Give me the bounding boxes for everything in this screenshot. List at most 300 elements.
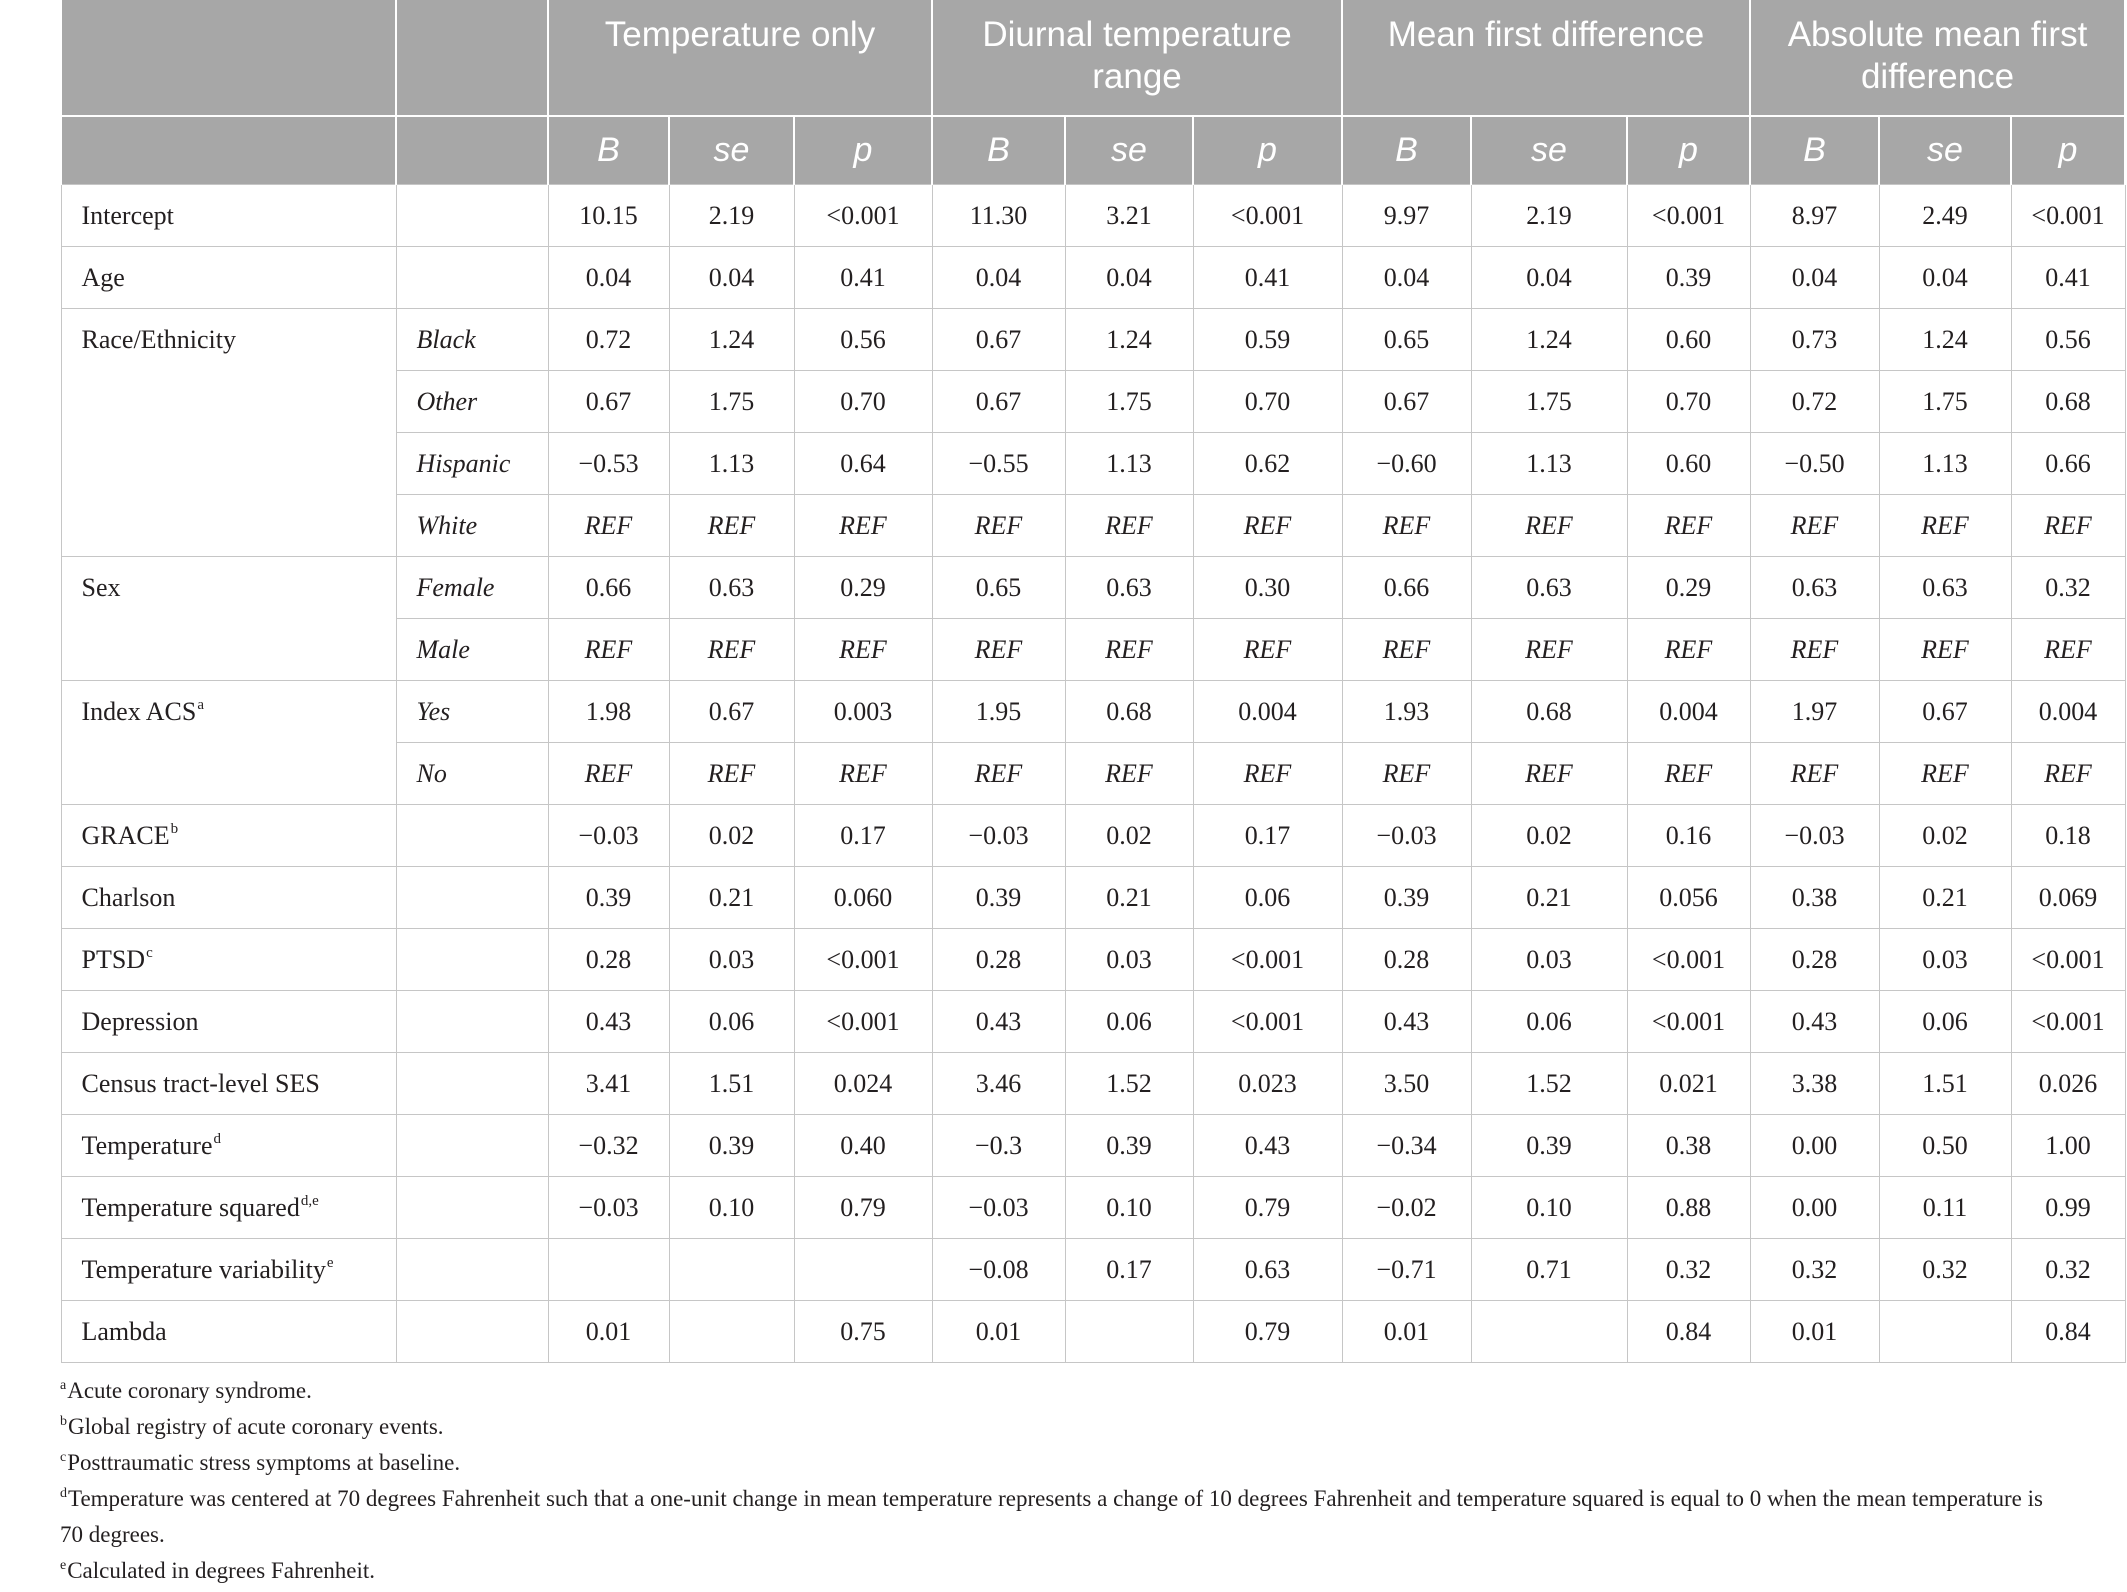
cell-temperature-only-b: 10.15 bbox=[548, 184, 669, 246]
cell-diurnal-range-p: <0.001 bbox=[1193, 990, 1342, 1052]
cell-absolute-mean-first-difference-b: 0.01 bbox=[1750, 1300, 1879, 1362]
cell-diurnal-range-b: 1.95 bbox=[932, 680, 1065, 742]
cell-absolute-mean-first-difference-p: 0.66 bbox=[2011, 432, 2125, 494]
cell-mean-first-difference-se: 2.19 bbox=[1471, 184, 1627, 246]
cell-temperature-only-se: 1.51 bbox=[669, 1052, 794, 1114]
cell-temperature-only-se: 0.67 bbox=[669, 680, 794, 742]
row-label bbox=[61, 556, 396, 680]
row-label-text: Census tract-level SES bbox=[81, 1068, 320, 1098]
cell-temperature-only-b bbox=[548, 1238, 669, 1300]
cell-diurnal-range-p: 0.43 bbox=[1193, 1114, 1342, 1176]
cell-temperature-only-p: 0.75 bbox=[794, 1300, 932, 1362]
row-label bbox=[61, 308, 396, 556]
cell-diurnal-range-se: 0.03 bbox=[1065, 928, 1193, 990]
regression-table bbox=[60, 0, 2126, 1363]
cell-absolute-mean-first-difference-se: 1.13 bbox=[1879, 432, 2011, 494]
row-label-text: Charlson bbox=[81, 882, 176, 912]
cell-absolute-mean-first-difference-p: 0.99 bbox=[2011, 1176, 2125, 1238]
cell-mean-first-difference-b: 0.43 bbox=[1342, 990, 1471, 1052]
cell-absolute-mean-first-difference-p: 0.026 bbox=[2011, 1052, 2125, 1114]
cell-temperature-only-p: REF bbox=[794, 618, 932, 680]
cell-temperature-only-se: 0.04 bbox=[669, 246, 794, 308]
cell-absolute-mean-first-difference-p: <0.001 bbox=[2011, 990, 2125, 1052]
footnote-mark: d bbox=[60, 1486, 67, 1501]
cell-temperature-only-p: 0.56 bbox=[794, 308, 932, 370]
header-absolute-mean-first-difference: Absolute mean first difference bbox=[1750, 0, 2125, 116]
cell-mean-first-difference-se: 1.13 bbox=[1471, 432, 1627, 494]
cell-mean-first-difference-se: 0.06 bbox=[1471, 990, 1627, 1052]
table-row bbox=[61, 308, 2125, 370]
footnote-reference: e bbox=[326, 1254, 334, 1271]
cell-absolute-mean-first-difference-se: 1.51 bbox=[1879, 1052, 2011, 1114]
cell-diurnal-range-p: <0.001 bbox=[1193, 184, 1342, 246]
cell-mean-first-difference-p: REF bbox=[1627, 494, 1750, 556]
table-row bbox=[61, 804, 2125, 866]
header-empty-label bbox=[61, 0, 396, 116]
cell-diurnal-range-b: 0.43 bbox=[932, 990, 1065, 1052]
cell-mean-first-difference-p: 0.70 bbox=[1627, 370, 1750, 432]
cell-absolute-mean-first-difference-p: 0.32 bbox=[2011, 556, 2125, 618]
cell-diurnal-range-se: 0.10 bbox=[1065, 1176, 1193, 1238]
cell-temperature-only-b: −0.03 bbox=[548, 804, 669, 866]
cell-diurnal-range-se bbox=[1065, 1300, 1193, 1362]
row-label bbox=[61, 1238, 396, 1300]
cell-absolute-mean-first-difference-se: REF bbox=[1879, 618, 2011, 680]
table-footnotes bbox=[60, 1373, 2060, 1589]
table-row bbox=[61, 1114, 2125, 1176]
cell-absolute-mean-first-difference-b: 0.72 bbox=[1750, 370, 1879, 432]
cell-diurnal-range-se: REF bbox=[1065, 742, 1193, 804]
table-row bbox=[61, 1052, 2125, 1114]
table-row bbox=[61, 246, 2125, 308]
header-mean-first-difference: Mean first difference bbox=[1342, 0, 1750, 116]
cell-temperature-only-se: REF bbox=[669, 742, 794, 804]
cell-absolute-mean-first-difference-b: −0.03 bbox=[1750, 804, 1879, 866]
cell-mean-first-difference-b: REF bbox=[1342, 742, 1471, 804]
footnote-text: Calculated in degrees Fahrenheit. bbox=[67, 1558, 376, 1583]
cell-diurnal-range-se: 1.24 bbox=[1065, 308, 1193, 370]
cell-diurnal-range-b: 3.46 bbox=[932, 1052, 1065, 1114]
footnote-reference: a bbox=[197, 696, 205, 713]
cell-absolute-mean-first-difference-b: REF bbox=[1750, 742, 1879, 804]
column-header-se: se bbox=[1879, 116, 2011, 184]
footnote-reference: d bbox=[213, 1130, 221, 1147]
row-sublabel bbox=[396, 1114, 548, 1176]
cell-mean-first-difference-se: 0.71 bbox=[1471, 1238, 1627, 1300]
row-sublabel bbox=[396, 804, 548, 866]
cell-mean-first-difference-p: 0.39 bbox=[1627, 246, 1750, 308]
row-sublabel bbox=[396, 184, 548, 246]
cell-temperature-only-se: 1.13 bbox=[669, 432, 794, 494]
cell-temperature-only-p: <0.001 bbox=[794, 928, 932, 990]
cell-diurnal-range-b: −0.03 bbox=[932, 1176, 1065, 1238]
column-header-se: se bbox=[1471, 116, 1627, 184]
cell-temperature-only-b: 0.28 bbox=[548, 928, 669, 990]
row-sublabel: Male bbox=[396, 618, 548, 680]
cell-diurnal-range-se: 1.13 bbox=[1065, 432, 1193, 494]
cell-absolute-mean-first-difference-b: 0.32 bbox=[1750, 1238, 1879, 1300]
cell-diurnal-range-b: 0.39 bbox=[932, 866, 1065, 928]
cell-mean-first-difference-p: <0.001 bbox=[1627, 990, 1750, 1052]
row-label-text: Temperature bbox=[81, 1130, 213, 1160]
row-sublabel: Black bbox=[396, 308, 548, 370]
cell-diurnal-range-p: 0.79 bbox=[1193, 1176, 1342, 1238]
cell-diurnal-range-p: 0.79 bbox=[1193, 1300, 1342, 1362]
row-label bbox=[61, 246, 396, 308]
cell-diurnal-range-p: REF bbox=[1193, 618, 1342, 680]
cell-mean-first-difference-p: 0.16 bbox=[1627, 804, 1750, 866]
cell-mean-first-difference-b: REF bbox=[1342, 494, 1471, 556]
cell-absolute-mean-first-difference-se: 0.50 bbox=[1879, 1114, 2011, 1176]
row-label-text: Index ACS bbox=[81, 696, 197, 726]
cell-mean-first-difference-b: 0.28 bbox=[1342, 928, 1471, 990]
row-sublabel bbox=[396, 1052, 548, 1114]
cell-mean-first-difference-se: 0.39 bbox=[1471, 1114, 1627, 1176]
row-label-text: GRACE bbox=[81, 820, 170, 850]
cell-absolute-mean-first-difference-se: 0.04 bbox=[1879, 246, 2011, 308]
cell-temperature-only-b: 0.01 bbox=[548, 1300, 669, 1362]
cell-diurnal-range-se: 0.21 bbox=[1065, 866, 1193, 928]
cell-diurnal-range-b: 11.30 bbox=[932, 184, 1065, 246]
cell-temperature-only-se: 0.21 bbox=[669, 866, 794, 928]
cell-diurnal-range-se: 0.17 bbox=[1065, 1238, 1193, 1300]
cell-temperature-only-se: 2.19 bbox=[669, 184, 794, 246]
cell-absolute-mean-first-difference-b: 0.43 bbox=[1750, 990, 1879, 1052]
row-label bbox=[61, 990, 396, 1052]
footnote-mark: e bbox=[60, 1558, 67, 1573]
column-header-se: se bbox=[669, 116, 794, 184]
cell-temperature-only-se: 0.39 bbox=[669, 1114, 794, 1176]
row-label bbox=[61, 680, 396, 804]
cell-absolute-mean-first-difference-b: 0.28 bbox=[1750, 928, 1879, 990]
row-label-text: Depression bbox=[81, 1006, 199, 1036]
cell-mean-first-difference-se: 0.10 bbox=[1471, 1176, 1627, 1238]
row-label bbox=[61, 866, 396, 928]
cell-mean-first-difference-b: 0.04 bbox=[1342, 246, 1471, 308]
cell-temperature-only-b: REF bbox=[548, 618, 669, 680]
cell-mean-first-difference-se: 0.63 bbox=[1471, 556, 1627, 618]
column-header-p: p bbox=[794, 116, 932, 184]
row-sublabel: Hispanic bbox=[396, 432, 548, 494]
cell-diurnal-range-se: 1.52 bbox=[1065, 1052, 1193, 1114]
cell-absolute-mean-first-difference-b: REF bbox=[1750, 494, 1879, 556]
cell-temperature-only-b: 3.41 bbox=[548, 1052, 669, 1114]
cell-absolute-mean-first-difference-p: 0.004 bbox=[2011, 680, 2125, 742]
cell-diurnal-range-b: 0.04 bbox=[932, 246, 1065, 308]
cell-temperature-only-se: 0.10 bbox=[669, 1176, 794, 1238]
table-row bbox=[61, 1300, 2125, 1362]
row-sublabel bbox=[396, 866, 548, 928]
row-label-text: Temperature squared bbox=[81, 1192, 300, 1222]
cell-temperature-only-b: 0.39 bbox=[548, 866, 669, 928]
cell-absolute-mean-first-difference-b: 0.00 bbox=[1750, 1114, 1879, 1176]
cell-temperature-only-b: 0.72 bbox=[548, 308, 669, 370]
cell-mean-first-difference-se: REF bbox=[1471, 742, 1627, 804]
cell-temperature-only-p: 0.17 bbox=[794, 804, 932, 866]
cell-absolute-mean-first-difference-se: 0.32 bbox=[1879, 1238, 2011, 1300]
cell-mean-first-difference-b: −0.03 bbox=[1342, 804, 1471, 866]
row-label-text: Sex bbox=[81, 572, 121, 602]
cell-temperature-only-se: 0.06 bbox=[669, 990, 794, 1052]
cell-absolute-mean-first-difference-b: 0.38 bbox=[1750, 866, 1879, 928]
cell-absolute-mean-first-difference-se: REF bbox=[1879, 742, 2011, 804]
cell-temperature-only-p: 0.41 bbox=[794, 246, 932, 308]
cell-absolute-mean-first-difference-b: 0.04 bbox=[1750, 246, 1879, 308]
table-row bbox=[61, 928, 2125, 990]
cell-diurnal-range-b: 0.01 bbox=[932, 1300, 1065, 1362]
cell-diurnal-range-b: −0.03 bbox=[932, 804, 1065, 866]
row-label bbox=[61, 1114, 396, 1176]
cell-temperature-only-se: 1.24 bbox=[669, 308, 794, 370]
footnote-text: Global registry of acute coronary events. bbox=[68, 1414, 444, 1439]
row-label-text: Temperature variability bbox=[81, 1254, 326, 1284]
footnote-text: Acute coronary syndrome. bbox=[67, 1378, 312, 1403]
regression-table-container bbox=[60, 0, 2124, 1363]
cell-mean-first-difference-p: 0.60 bbox=[1627, 308, 1750, 370]
cell-mean-first-difference-se: 0.03 bbox=[1471, 928, 1627, 990]
cell-diurnal-range-p: 0.59 bbox=[1193, 308, 1342, 370]
cell-diurnal-range-p: 0.004 bbox=[1193, 680, 1342, 742]
row-label bbox=[61, 804, 396, 866]
table-row bbox=[61, 184, 2125, 246]
table-row bbox=[61, 1238, 2125, 1300]
table-row bbox=[61, 1176, 2125, 1238]
cell-absolute-mean-first-difference-b: 0.00 bbox=[1750, 1176, 1879, 1238]
row-label-text: Intercept bbox=[81, 200, 174, 230]
column-header-b: B bbox=[548, 116, 669, 184]
header-row-stats bbox=[61, 116, 2125, 184]
cell-temperature-only-p: <0.001 bbox=[794, 990, 932, 1052]
cell-diurnal-range-b: −0.55 bbox=[932, 432, 1065, 494]
cell-diurnal-range-p: 0.023 bbox=[1193, 1052, 1342, 1114]
footnote-e bbox=[60, 1553, 2060, 1589]
cell-temperature-only-p: REF bbox=[794, 742, 932, 804]
cell-diurnal-range-se: 1.75 bbox=[1065, 370, 1193, 432]
cell-mean-first-difference-p: <0.001 bbox=[1627, 184, 1750, 246]
header-diurnal-temperature-range: Diurnal temperature range bbox=[932, 0, 1342, 116]
cell-mean-first-difference-p: REF bbox=[1627, 618, 1750, 680]
footnote-mark: c bbox=[60, 1450, 67, 1465]
column-header-p: p bbox=[1627, 116, 1750, 184]
cell-mean-first-difference-b: 0.65 bbox=[1342, 308, 1471, 370]
cell-temperature-only-se: REF bbox=[669, 618, 794, 680]
row-sublabel bbox=[396, 246, 548, 308]
cell-temperature-only-p: 0.29 bbox=[794, 556, 932, 618]
cell-absolute-mean-first-difference-se: 0.11 bbox=[1879, 1176, 2011, 1238]
cell-absolute-mean-first-difference-p: REF bbox=[2011, 494, 2125, 556]
cell-diurnal-range-b: REF bbox=[932, 494, 1065, 556]
cell-mean-first-difference-b: 9.97 bbox=[1342, 184, 1471, 246]
cell-absolute-mean-first-difference-se: 1.75 bbox=[1879, 370, 2011, 432]
cell-temperature-only-b: −0.53 bbox=[548, 432, 669, 494]
row-label bbox=[61, 928, 396, 990]
cell-mean-first-difference-b: 0.01 bbox=[1342, 1300, 1471, 1362]
cell-diurnal-range-p: 0.41 bbox=[1193, 246, 1342, 308]
cell-temperature-only-p: 0.79 bbox=[794, 1176, 932, 1238]
cell-mean-first-difference-p: 0.60 bbox=[1627, 432, 1750, 494]
cell-absolute-mean-first-difference-se: 0.63 bbox=[1879, 556, 2011, 618]
cell-temperature-only-p: 0.40 bbox=[794, 1114, 932, 1176]
cell-diurnal-range-b: REF bbox=[932, 742, 1065, 804]
cell-mean-first-difference-p: 0.38 bbox=[1627, 1114, 1750, 1176]
cell-diurnal-range-p: REF bbox=[1193, 742, 1342, 804]
row-sublabel bbox=[396, 928, 548, 990]
cell-mean-first-difference-se: 1.52 bbox=[1471, 1052, 1627, 1114]
table-header bbox=[61, 0, 2125, 184]
cell-absolute-mean-first-difference-p: <0.001 bbox=[2011, 184, 2125, 246]
cell-diurnal-range-se: 0.06 bbox=[1065, 990, 1193, 1052]
cell-mean-first-difference-p: 0.84 bbox=[1627, 1300, 1750, 1362]
cell-absolute-mean-first-difference-p: REF bbox=[2011, 742, 2125, 804]
cell-mean-first-difference-p: 0.021 bbox=[1627, 1052, 1750, 1114]
cell-temperature-only-b: REF bbox=[548, 494, 669, 556]
cell-temperature-only-p bbox=[794, 1238, 932, 1300]
row-sublabel: Female bbox=[396, 556, 548, 618]
cell-diurnal-range-p: REF bbox=[1193, 494, 1342, 556]
cell-diurnal-range-se: REF bbox=[1065, 618, 1193, 680]
cell-diurnal-range-b: 0.67 bbox=[932, 308, 1065, 370]
cell-mean-first-difference-b: −0.34 bbox=[1342, 1114, 1471, 1176]
cell-diurnal-range-p: 0.06 bbox=[1193, 866, 1342, 928]
footnote-mark: a bbox=[60, 1378, 67, 1393]
cell-absolute-mean-first-difference-se: 2.49 bbox=[1879, 184, 2011, 246]
row-label bbox=[61, 1052, 396, 1114]
column-header-b: B bbox=[1750, 116, 1879, 184]
cell-absolute-mean-first-difference-p: 0.56 bbox=[2011, 308, 2125, 370]
header-row-groups bbox=[61, 0, 2125, 116]
cell-temperature-only-p: 0.024 bbox=[794, 1052, 932, 1114]
cell-mean-first-difference-se: REF bbox=[1471, 494, 1627, 556]
cell-diurnal-range-p: 0.63 bbox=[1193, 1238, 1342, 1300]
cell-temperature-only-b: 0.67 bbox=[548, 370, 669, 432]
table-row bbox=[61, 556, 2125, 618]
cell-temperature-only-se bbox=[669, 1238, 794, 1300]
cell-diurnal-range-b: 0.65 bbox=[932, 556, 1065, 618]
cell-diurnal-range-se: 0.68 bbox=[1065, 680, 1193, 742]
cell-temperature-only-p: 0.060 bbox=[794, 866, 932, 928]
row-label bbox=[61, 1300, 396, 1362]
cell-mean-first-difference-se: 0.21 bbox=[1471, 866, 1627, 928]
row-label bbox=[61, 184, 396, 246]
cell-temperature-only-se: 0.03 bbox=[669, 928, 794, 990]
footnote-a bbox=[60, 1373, 2060, 1409]
cell-mean-first-difference-se: 0.04 bbox=[1471, 246, 1627, 308]
cell-temperature-only-b: −0.03 bbox=[548, 1176, 669, 1238]
cell-absolute-mean-first-difference-p: 0.069 bbox=[2011, 866, 2125, 928]
cell-absolute-mean-first-difference-b: 8.97 bbox=[1750, 184, 1879, 246]
row-sublabel: No bbox=[396, 742, 548, 804]
cell-diurnal-range-p: 0.62 bbox=[1193, 432, 1342, 494]
cell-absolute-mean-first-difference-p: 0.41 bbox=[2011, 246, 2125, 308]
row-sublabel: Other bbox=[396, 370, 548, 432]
cell-mean-first-difference-p: 0.004 bbox=[1627, 680, 1750, 742]
cell-temperature-only-p: 0.64 bbox=[794, 432, 932, 494]
cell-absolute-mean-first-difference-se: 0.03 bbox=[1879, 928, 2011, 990]
cell-diurnal-range-se: 0.04 bbox=[1065, 246, 1193, 308]
row-label-text: Age bbox=[81, 262, 125, 292]
row-label bbox=[61, 1176, 396, 1238]
cell-diurnal-range-se: 0.63 bbox=[1065, 556, 1193, 618]
header-empty-sublabel bbox=[396, 116, 548, 184]
cell-absolute-mean-first-difference-b: 0.73 bbox=[1750, 308, 1879, 370]
cell-diurnal-range-b: −0.08 bbox=[932, 1238, 1065, 1300]
cell-absolute-mean-first-difference-p: <0.001 bbox=[2011, 928, 2125, 990]
cell-temperature-only-p: 0.70 bbox=[794, 370, 932, 432]
cell-mean-first-difference-b: 0.39 bbox=[1342, 866, 1471, 928]
cell-diurnal-range-b: REF bbox=[932, 618, 1065, 680]
cell-temperature-only-se bbox=[669, 1300, 794, 1362]
cell-absolute-mean-first-difference-b: 1.97 bbox=[1750, 680, 1879, 742]
cell-absolute-mean-first-difference-b: 0.63 bbox=[1750, 556, 1879, 618]
cell-diurnal-range-b: 0.67 bbox=[932, 370, 1065, 432]
cell-temperature-only-b: 0.43 bbox=[548, 990, 669, 1052]
cell-temperature-only-se: 0.02 bbox=[669, 804, 794, 866]
footnote-reference: d,e bbox=[300, 1192, 319, 1209]
cell-mean-first-difference-p: 0.29 bbox=[1627, 556, 1750, 618]
cell-absolute-mean-first-difference-se: 0.06 bbox=[1879, 990, 2011, 1052]
row-label-text: PTSD bbox=[81, 944, 146, 974]
cell-mean-first-difference-se: 1.75 bbox=[1471, 370, 1627, 432]
cell-diurnal-range-p: <0.001 bbox=[1193, 928, 1342, 990]
row-label-text: Lambda bbox=[81, 1316, 167, 1346]
row-sublabel: White bbox=[396, 494, 548, 556]
table-row bbox=[61, 680, 2125, 742]
cell-absolute-mean-first-difference-se: 0.67 bbox=[1879, 680, 2011, 742]
row-label-text: Race/Ethnicity bbox=[81, 324, 237, 354]
cell-mean-first-difference-b: 0.66 bbox=[1342, 556, 1471, 618]
cell-absolute-mean-first-difference-se: 0.02 bbox=[1879, 804, 2011, 866]
cell-mean-first-difference-p: 0.32 bbox=[1627, 1238, 1750, 1300]
cell-mean-first-difference-se: 1.24 bbox=[1471, 308, 1627, 370]
cell-temperature-only-se: 0.63 bbox=[669, 556, 794, 618]
column-header-se: se bbox=[1065, 116, 1193, 184]
cell-mean-first-difference-p: 0.056 bbox=[1627, 866, 1750, 928]
cell-absolute-mean-first-difference-se bbox=[1879, 1300, 2011, 1362]
cell-absolute-mean-first-difference-b: −0.50 bbox=[1750, 432, 1879, 494]
footnote-text: Posttraumatic stress symptoms at baseline. bbox=[67, 1450, 461, 1475]
cell-absolute-mean-first-difference-se: 1.24 bbox=[1879, 308, 2011, 370]
column-header-b: B bbox=[932, 116, 1065, 184]
cell-mean-first-difference-b: 3.50 bbox=[1342, 1052, 1471, 1114]
cell-mean-first-difference-b: REF bbox=[1342, 618, 1471, 680]
footnote-text: Temperature was centered at 70 degrees Fahrenheit such that a one-unit change in mean temperature represents a change of 10 degrees Fahrenheit and temperature squared is equal to 0 when the mean temperature is 70 degrees. bbox=[60, 1486, 2043, 1547]
footnote-mark: b bbox=[60, 1414, 67, 1429]
cell-diurnal-range-p: 0.70 bbox=[1193, 370, 1342, 432]
row-sublabel bbox=[396, 1176, 548, 1238]
cell-absolute-mean-first-difference-p: 0.18 bbox=[2011, 804, 2125, 866]
footnote-c bbox=[60, 1445, 2060, 1481]
cell-mean-first-difference-b: −0.60 bbox=[1342, 432, 1471, 494]
row-sublabel bbox=[396, 1238, 548, 1300]
row-sublabel bbox=[396, 990, 548, 1052]
cell-absolute-mean-first-difference-p: 0.68 bbox=[2011, 370, 2125, 432]
cell-temperature-only-p: REF bbox=[794, 494, 932, 556]
cell-absolute-mean-first-difference-se: REF bbox=[1879, 494, 2011, 556]
cell-mean-first-difference-se: 0.68 bbox=[1471, 680, 1627, 742]
cell-mean-first-difference-se: 0.02 bbox=[1471, 804, 1627, 866]
cell-mean-first-difference-p: <0.001 bbox=[1627, 928, 1750, 990]
cell-absolute-mean-first-difference-p: 1.00 bbox=[2011, 1114, 2125, 1176]
cell-temperature-only-p: 0.003 bbox=[794, 680, 932, 742]
cell-diurnal-range-p: 0.30 bbox=[1193, 556, 1342, 618]
table-row bbox=[61, 990, 2125, 1052]
cell-absolute-mean-first-difference-p: 0.32 bbox=[2011, 1238, 2125, 1300]
row-sublabel bbox=[396, 1300, 548, 1362]
cell-diurnal-range-se: 0.02 bbox=[1065, 804, 1193, 866]
cell-temperature-only-se: 1.75 bbox=[669, 370, 794, 432]
header-empty-label bbox=[61, 116, 396, 184]
column-header-p: p bbox=[2011, 116, 2125, 184]
